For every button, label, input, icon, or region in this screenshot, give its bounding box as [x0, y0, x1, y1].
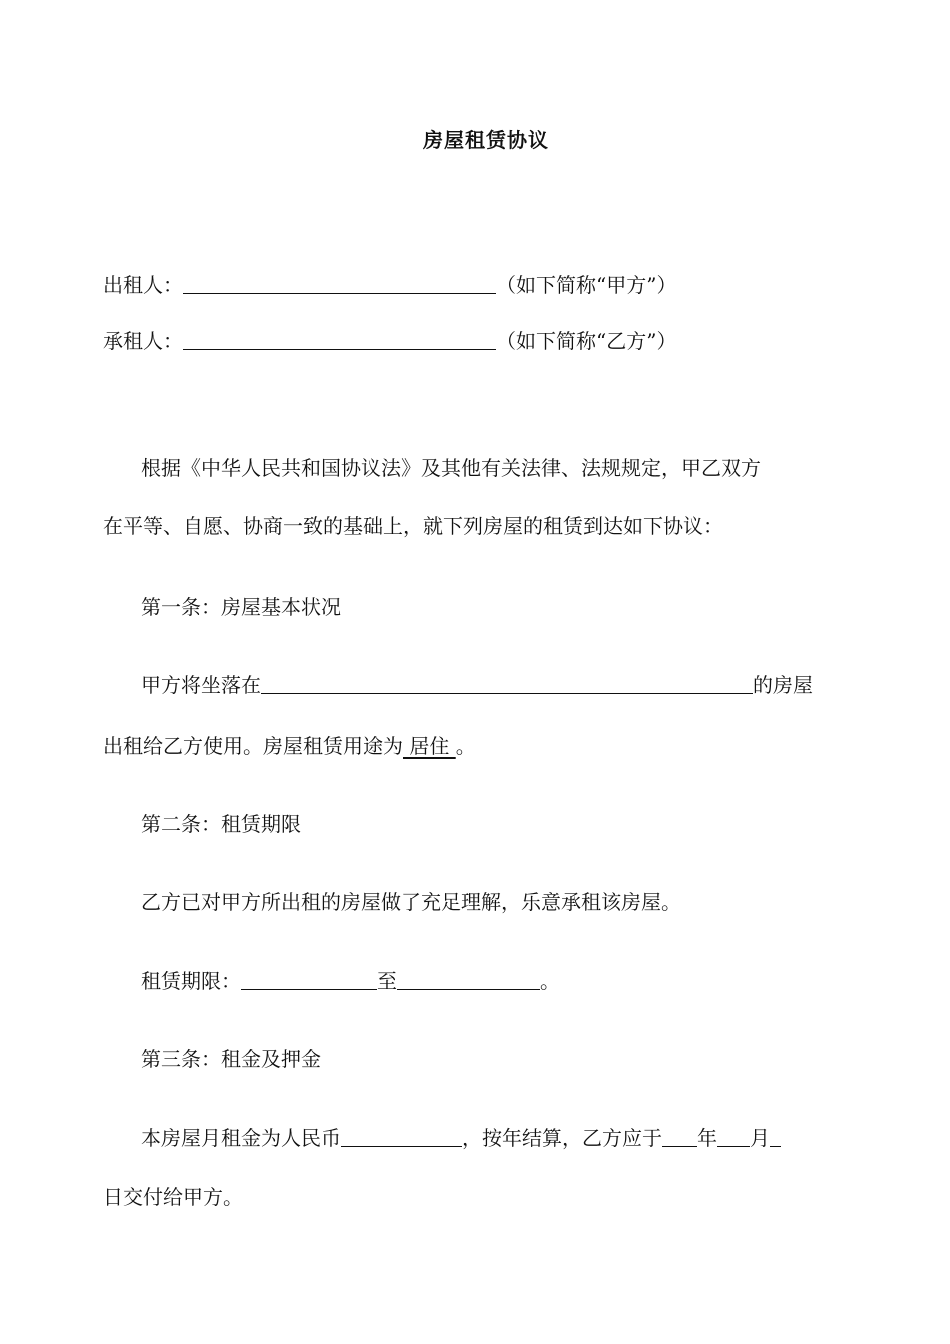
rent-line	[141, 1125, 781, 1151]
article1-location-prefix: 甲方将坐落在	[141, 673, 261, 697]
article1-usage-suffix: 。	[455, 734, 476, 758]
lessor-line	[103, 272, 676, 298]
lease-period-to: 至	[377, 969, 397, 993]
article2-statement: 乙方已对甲方所出租的房屋做了充足理解，乐意承租该房屋。	[141, 890, 681, 914]
lease-period-line	[141, 968, 560, 994]
lease-period-end: 。	[540, 969, 560, 993]
year-label: 年	[697, 1126, 717, 1150]
lessor-label: 出租人：	[103, 273, 183, 297]
rent-line-2: 日交付给甲方。	[103, 1185, 243, 1209]
lessee-label: 承租人：	[103, 329, 183, 353]
article1-usage-prefix: 出租给乙方使用。房屋租赁用途为	[103, 734, 403, 758]
lease-end-field[interactable]	[397, 969, 540, 990]
preamble-line-2: 在平等、自愿、协商一致的基础上，就下列房屋的租赁到达如下协议：	[103, 514, 723, 538]
rent-prefix: 本房屋月租金为人民币	[141, 1126, 341, 1150]
payment-year-field[interactable]	[662, 1126, 697, 1147]
article2-heading: 第二条：租赁期限	[141, 812, 301, 836]
lessee-suffix: （如下简称“乙方”）	[496, 329, 677, 353]
lessee-line	[103, 328, 676, 354]
preamble-line-1: 根据《中华人民共和国协议法》及其他有关法律、法规规定，甲乙双方	[141, 456, 761, 480]
article3-heading: 第三条：租金及押金	[141, 1047, 321, 1071]
rent-amount-field[interactable]	[341, 1126, 462, 1147]
article1-location-line	[141, 672, 813, 698]
lease-period-label: 租赁期限：	[141, 969, 241, 993]
usage-value-field[interactable]: 居住	[403, 734, 456, 758]
property-location-field[interactable]	[261, 673, 753, 694]
month-label: 月	[750, 1126, 770, 1150]
article1-location-suffix: 的房屋	[753, 673, 813, 697]
article1-heading: 第一条：房屋基本状况	[141, 595, 341, 619]
document-title: 房屋租赁协议	[423, 128, 549, 152]
article1-usage-line	[103, 733, 476, 759]
lease-start-field[interactable]	[241, 969, 377, 990]
payment-month-field[interactable]	[717, 1126, 750, 1147]
rent-middle: ，按年结算，乙方应于	[462, 1126, 662, 1150]
lessor-name-field[interactable]	[183, 273, 496, 294]
payment-day-field[interactable]	[770, 1126, 781, 1147]
lessee-name-field[interactable]	[183, 329, 496, 350]
lessor-suffix: （如下简称“甲方”）	[496, 273, 677, 297]
